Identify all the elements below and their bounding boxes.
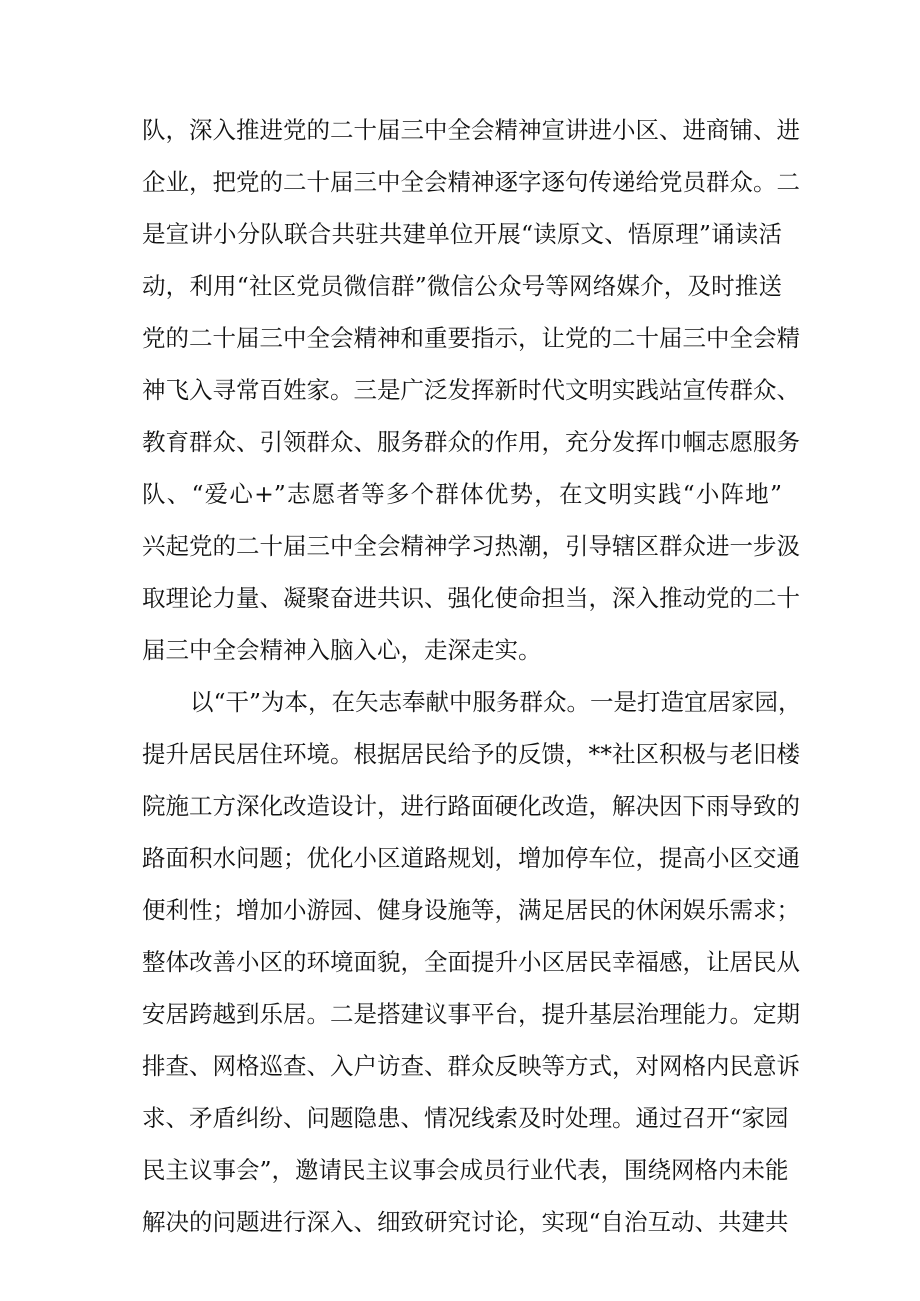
text-line: 兴起党的二十届三中全会精神学习热潮，引导辖区群众进一步汲 (142, 532, 800, 560)
text-line: 动，利用“社区党员微信群”微信公众号等网络媒介，及时推送 (142, 272, 782, 300)
text-line: 教育群众、引领群众、服务群众的作用，充分发挥巾帼志愿服务 (142, 428, 800, 456)
text-line: 是宣讲小分队联合共驻共建单位开展“读原文、悟原理”诵读活 (142, 220, 782, 248)
text-line: 求、矛盾纠纷、问题隐患、情况线索及时处理。通过召开“家园 (142, 1104, 789, 1132)
text-line: 取理论力量、凝聚奋进共识、强化使命担当，深入推动党的二十 (142, 584, 800, 612)
text-line: 队、“爱心+”志愿者等多个群体优势，在文明实践“小阵地” (142, 480, 782, 508)
text-line: 整体改善小区的环境面貌，全面提升小区居民幸福感，让居民从 (142, 948, 800, 976)
text-line: 便利性；增加小游园、健身设施等，满足居民的休闲娱乐需求； (142, 896, 800, 924)
text-line: 安居跨越到乐居。二是搭建议事平台，提升基层治理能力。定期 (142, 1000, 800, 1028)
text-line: 党的二十届三中全会精神和重要指示，让党的二十届三中全会精 (142, 324, 800, 352)
paragraph-first-line: 以“干”为本，在矢志奉献中服务群众。一是打造宜居家园， (190, 688, 802, 716)
text-line: 队，深入推进党的二十届三中全会精神宣讲进小区、进商铺、进 (142, 116, 800, 144)
text-line: 提升居民居住环境。根据居民给予的反馈，**社区积极与老旧楼 (142, 740, 800, 768)
text-line: 民主议事会”，邀请民主议事会成员行业代表，围绕网格内未能 (142, 1156, 789, 1184)
text-line: 路面积水问题；优化小区道路规划，增加停车位，提高小区交通 (142, 844, 800, 872)
text-line: 神飞入寻常百姓家。三是广泛发挥新时代文明实践站宣传群众、 (142, 376, 800, 404)
text-line: 排查、网格巡查、入户访查、群众反映等方式，对网格内民意诉 (142, 1052, 800, 1080)
text-line: 院施工方深化改造设计，进行路面硬化改造，解决因下雨导致的 (142, 792, 800, 820)
text-line: 届三中全会精神入脑入心，走深走实。 (142, 636, 542, 664)
text-line: 解决的问题进行深入、细致研究讨论，实现“自治互动、共建共 (142, 1208, 789, 1236)
text-line: 企业，把党的二十届三中全会精神逐字逐句传递给党员群众。二 (142, 168, 800, 196)
